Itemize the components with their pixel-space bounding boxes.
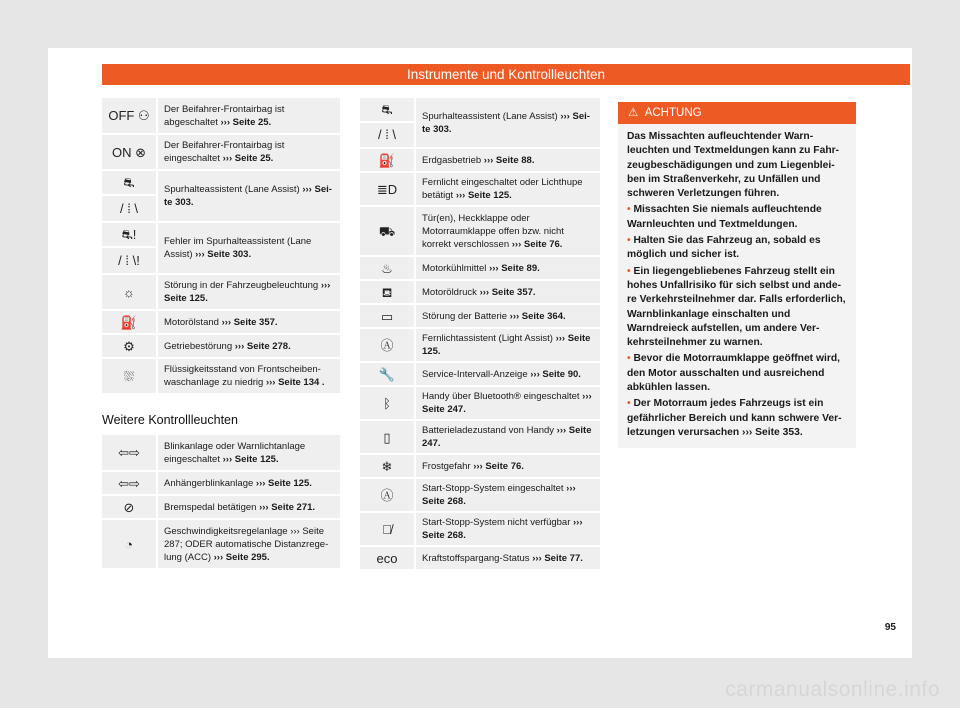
- middle-column: [360, 98, 600, 571]
- icon-glyph: Ⓐ̸: [382, 521, 392, 537]
- warning-bullet-text: Halten Sie das Fahrzeug an, sobald es möglich und sicher ist.: [627, 235, 821, 261]
- row-text: Start-Stopp-System nicht verfügbar: [422, 517, 571, 528]
- table-row: [102, 471, 340, 495]
- row-text: Bremspedal betätigen: [164, 501, 257, 513]
- row-text: Der Beifahrer-Frontairbag ist eingeschaltet: [164, 140, 285, 164]
- indicator-table-other: [102, 435, 340, 570]
- start-stop-icon: [360, 478, 415, 512]
- warning-bullet-text: Missachten Sie niemals aufleuchtende Warnleuchten und Textmeldungen.: [627, 204, 822, 230]
- icon-glyph: ⊘: [123, 499, 135, 515]
- row-description: [415, 362, 600, 386]
- row-description: [157, 134, 340, 170]
- row-text: Batterieladezustand von Handy: [422, 425, 555, 436]
- icon-glyph: ⇦⇨: [118, 475, 140, 491]
- icon-glyph: OFF ⚇: [108, 108, 150, 123]
- row-description: [157, 519, 340, 569]
- page-reference[interactable]: ››› Seite 303.: [164, 184, 332, 208]
- icon-glyph: ☼: [123, 284, 135, 300]
- row-description: [157, 310, 340, 334]
- page-reference[interactable]: ››› Seite 247.: [422, 391, 592, 415]
- warning-header: [618, 102, 856, 124]
- row-text: Motorkühlmittel: [422, 262, 487, 274]
- icon-glyph-top: ⛐: [360, 98, 414, 123]
- row-description: [415, 546, 600, 570]
- airbag-on-icon: [102, 134, 157, 170]
- coolant-icon: [360, 256, 415, 280]
- table-row: [102, 358, 340, 394]
- icon-glyph-bottom: / ⁞ \: [119, 201, 139, 216]
- row-description: [415, 304, 600, 328]
- left-column: [102, 98, 340, 570]
- page-reference[interactable]: ››› Seite 88.: [483, 154, 535, 166]
- row-text: Fernlichtassistent (Light Assist): [422, 333, 553, 344]
- row-description: [415, 98, 600, 148]
- page-reference[interactable]: ››› Seite 247.: [422, 425, 592, 449]
- section-title: Weitere Kontrollleuchten: [102, 413, 238, 427]
- cng-icon: [360, 148, 415, 172]
- table-row: [102, 435, 340, 471]
- page-reference[interactable]: ››› Seite 268.: [422, 483, 576, 507]
- row-text: Tür(en), Heckklappe oder Motorraumklappe offen bzw. nicht korrekt verschlossen: [422, 212, 564, 250]
- table-row: [360, 454, 600, 478]
- row-text: Blinkanlage oder Warnlichtanlage eingeschaltet: [164, 440, 306, 465]
- row-description: [157, 222, 340, 274]
- table-row: [102, 310, 340, 334]
- table-row: [360, 362, 600, 386]
- page-reference[interactable]: ››› Seite 303.: [195, 249, 252, 260]
- warning-title: ACHTUNG: [644, 107, 702, 119]
- icon-glyph-top: ⛐: [102, 171, 156, 196]
- gearbox-fault-icon: [102, 334, 157, 358]
- page-reference[interactable]: ››› Seite 134 .: [265, 377, 325, 388]
- row-text: Start-Stopp-System eingeschaltet: [422, 483, 564, 494]
- table-row: [102, 98, 340, 134]
- page-reference[interactable]: ››› Seite 295.: [213, 551, 270, 563]
- row-description: [157, 495, 340, 519]
- icon-glyph: Ⓐ: [380, 337, 394, 353]
- page-reference[interactable]: ››› Seite 268.: [422, 517, 583, 541]
- icon-glyph: ◔: [125, 536, 133, 552]
- row-description: [415, 420, 600, 454]
- table-row: [360, 280, 600, 304]
- table-row: [360, 256, 600, 280]
- page-reference[interactable]: ››› Seite 90.: [530, 368, 581, 380]
- bullet-icon: •: [627, 204, 634, 216]
- table-row: [360, 420, 600, 454]
- icon-glyph: ⚙: [123, 338, 135, 354]
- row-text: Getriebestörung: [164, 340, 233, 352]
- warning-body: [618, 124, 856, 448]
- washer-fluid-icon: [102, 358, 157, 394]
- page-reference[interactable]: ››› Seite 364.: [509, 310, 566, 322]
- warning-bullet-text: Der Motorraum jedes Fahrzeugs ist ein gefährlicher Bereich und kann schwere Verletzungen verursachen ››› Seite 353.: [627, 398, 842, 438]
- warning-bullet: [627, 265, 847, 351]
- row-description: [157, 471, 340, 495]
- warning-bullet: [627, 397, 847, 440]
- row-text: Handy über Bluetooth® eingeschaltet: [422, 391, 580, 402]
- table-row: [360, 148, 600, 172]
- page-reference[interactable]: ››› Seite 125.: [164, 280, 331, 304]
- row-text: Der Beifahrer-Frontairbag ist abgeschaltet: [164, 103, 285, 128]
- row-description: [157, 98, 340, 134]
- row-text: Spurhalteassistent (Lane Assist): [422, 110, 558, 122]
- page-reference[interactable]: ››› Seite 76.: [473, 460, 524, 472]
- row-text: Anhängerblinkanlage: [164, 477, 254, 489]
- row-description: [157, 274, 340, 310]
- page-header: Instrumente und Kontrollleuchten: [102, 64, 910, 85]
- page-reference[interactable]: ››› Seite 271.: [259, 501, 316, 513]
- row-text: Störung der Batterie: [422, 310, 508, 322]
- page-reference[interactable]: ››› Seite 278.: [234, 340, 291, 352]
- frost-icon: [360, 454, 415, 478]
- cruise-control-icon: [102, 519, 157, 569]
- row-text: Erdgasbetrieb: [422, 154, 482, 166]
- row-description: [415, 454, 600, 478]
- oil-pressure-icon: [360, 280, 415, 304]
- bluetooth-icon: [360, 386, 415, 420]
- table-row: [360, 98, 600, 148]
- row-description: [157, 435, 340, 471]
- watermark: carmanualsonline.info: [725, 678, 940, 701]
- lane-assist-icon: [360, 98, 415, 148]
- warning-bullet: [627, 203, 847, 232]
- row-text: Kraftstoffspargang-Status: [422, 552, 530, 564]
- row-text: Störung in der Fahrzeugbeleuchtung: [164, 280, 319, 291]
- light-assist-icon: [360, 328, 415, 362]
- table-row: [102, 495, 340, 519]
- icon-glyph: Ⓐ: [380, 487, 394, 503]
- phone-battery-icon: [360, 420, 415, 454]
- row-text: Fernlicht eingeschaltet oder Lichthupe betätigt: [422, 177, 583, 201]
- warning-box: [618, 98, 856, 448]
- row-description: [157, 334, 340, 358]
- icon-glyph: ⛽: [120, 314, 138, 330]
- warning-intro: Das Missachten aufleuchtender Warnleuchten und Textmeldungen kann zu Fahrzeugbeschädigungen und zum Liegenbleiben im Straßenverkehr, zu Unfällen und schweren Verletzungen führen.: [627, 131, 840, 200]
- icon-glyph: ♨: [381, 260, 393, 276]
- bullet-icon: •: [627, 265, 634, 277]
- table-row: [102, 134, 340, 170]
- row-text: Motoröldruck: [422, 286, 477, 298]
- table-row: [360, 172, 600, 206]
- row-text: Fehler im Spurhalteassistent (Lane Assist): [164, 236, 312, 260]
- row-text: Flüssigkeitsstand von Frontscheibenwaschanlage zu niedrig: [164, 364, 321, 388]
- table-row: [102, 274, 340, 310]
- warning-bullet-text: Ein liegengebliebenes Fahrzeug stellt ein hohes Unfallrisiko für sich selbst und andere Verkehrsteilnehmer dar. Falls erforderlich, Warnblinkanlage einschalten und Warndreieck aufstellen, um andere Verkehrsteilnehmer zu warnen.: [627, 265, 846, 349]
- manual-page: [48, 48, 912, 658]
- eco-icon: [360, 546, 415, 570]
- row-description: [157, 170, 340, 222]
- warning-bullet: [627, 234, 847, 263]
- row-description: [415, 148, 600, 172]
- icon-glyph: ⛆: [123, 368, 135, 384]
- table-row: [360, 328, 600, 362]
- page-reference[interactable]: ››› Seite 303.: [422, 110, 590, 135]
- icon-glyph: ❄: [381, 458, 393, 474]
- page-reference[interactable]: ››› Seite 357.: [221, 316, 278, 328]
- row-description: [415, 256, 600, 280]
- page-reference[interactable]: ››› Seite 89.: [489, 262, 540, 274]
- trailer-turn-signal-icon: [102, 471, 157, 495]
- brake-pedal-icon: [102, 495, 157, 519]
- airbag-off-icon: [102, 98, 157, 134]
- row-description: [415, 386, 600, 420]
- start-stop-off-icon: [360, 512, 415, 546]
- table-row: [360, 206, 600, 256]
- icon-glyph: ⛟: [378, 223, 396, 239]
- page-reference[interactable]: ››› Seite 25.: [222, 153, 274, 164]
- icon-glyph: ▯: [383, 429, 391, 445]
- door-open-icon: [360, 206, 415, 256]
- row-text: Spurhalteassistent (Lane Assist): [164, 184, 300, 195]
- row-text: Service-Intervall-Anzeige: [422, 368, 528, 380]
- icon-glyph-bottom: / ⁞ \: [377, 127, 397, 143]
- warning-triangle-icon: ⚠: [628, 107, 639, 119]
- icon-glyph: ⛽: [378, 152, 396, 168]
- page-reference[interactable]: ››› Seite 125.: [255, 477, 312, 489]
- table-row: [360, 304, 600, 328]
- bullet-icon: •: [627, 398, 634, 410]
- row-description: [415, 478, 600, 512]
- page-reference[interactable]: ››› Seite 125.: [422, 333, 591, 357]
- table-row: [102, 222, 340, 274]
- icon-glyph: ⛾: [381, 284, 393, 300]
- lane-assist-fault-icon: [102, 222, 157, 274]
- indicator-table-left: [102, 98, 340, 395]
- page-reference[interactable]: ››› Seite 25.: [220, 116, 272, 128]
- warning-bullet-text: Bevor die Motorraumklappe geöffnet wird, den Motor ausschalten und ausreichend abkühlen lassen.: [627, 353, 841, 394]
- page-reference[interactable]: ››› Seite 357.: [479, 286, 536, 298]
- lamp-fault-icon: [102, 274, 157, 310]
- warning-bullet: [627, 352, 847, 395]
- row-text: Frostgefahr: [422, 460, 471, 472]
- row-description: [415, 172, 600, 206]
- lane-assist-icon: [102, 170, 157, 222]
- icon-glyph: 🔧: [378, 366, 396, 382]
- icon-glyph: ≣D: [376, 181, 398, 197]
- table-row: [102, 170, 340, 222]
- table-row: [102, 334, 340, 358]
- oil-level-icon: [102, 310, 157, 334]
- row-text: Geschwindigkeitsregelanlage ››› Seite 287; ODER automatische Distanzregelung (ACC): [164, 525, 329, 563]
- battery-icon: [360, 304, 415, 328]
- page-reference[interactable]: ››› Seite 125.: [455, 190, 512, 201]
- icon-glyph-bottom: / ⁞ \!: [118, 253, 140, 268]
- row-description: [415, 206, 600, 256]
- table-row: [360, 546, 600, 570]
- row-text: Motorölstand: [164, 316, 219, 328]
- turn-signal-icon: [102, 435, 157, 471]
- icon-glyph: ▭: [380, 308, 394, 324]
- row-description: [415, 328, 600, 362]
- icon-glyph: ⇦⇨: [118, 445, 140, 460]
- table-row: [360, 386, 600, 420]
- icon-glyph: eco: [376, 550, 398, 566]
- table-row: [102, 519, 340, 569]
- page-reference[interactable]: ››› Seite 125.: [222, 453, 279, 465]
- wrench-icon: [360, 362, 415, 386]
- row-description: [157, 358, 340, 394]
- icon-glyph: ᛒ: [383, 395, 391, 411]
- row-description: [415, 512, 600, 546]
- row-description: [415, 280, 600, 304]
- icon-glyph-top: ⛐!: [102, 223, 156, 248]
- table-row: [360, 478, 600, 512]
- bullet-icon: •: [627, 353, 634, 365]
- high-beam-icon: [360, 172, 415, 206]
- icon-glyph: ON ⊗: [111, 144, 146, 160]
- page-reference[interactable]: ››› Seite 77.: [532, 552, 583, 564]
- page-number: 95: [884, 622, 896, 633]
- page-reference[interactable]: ››› Seite 76.: [511, 238, 563, 250]
- indicator-table-middle: [360, 98, 600, 571]
- table-row: [360, 512, 600, 546]
- bullet-icon: •: [627, 235, 634, 247]
